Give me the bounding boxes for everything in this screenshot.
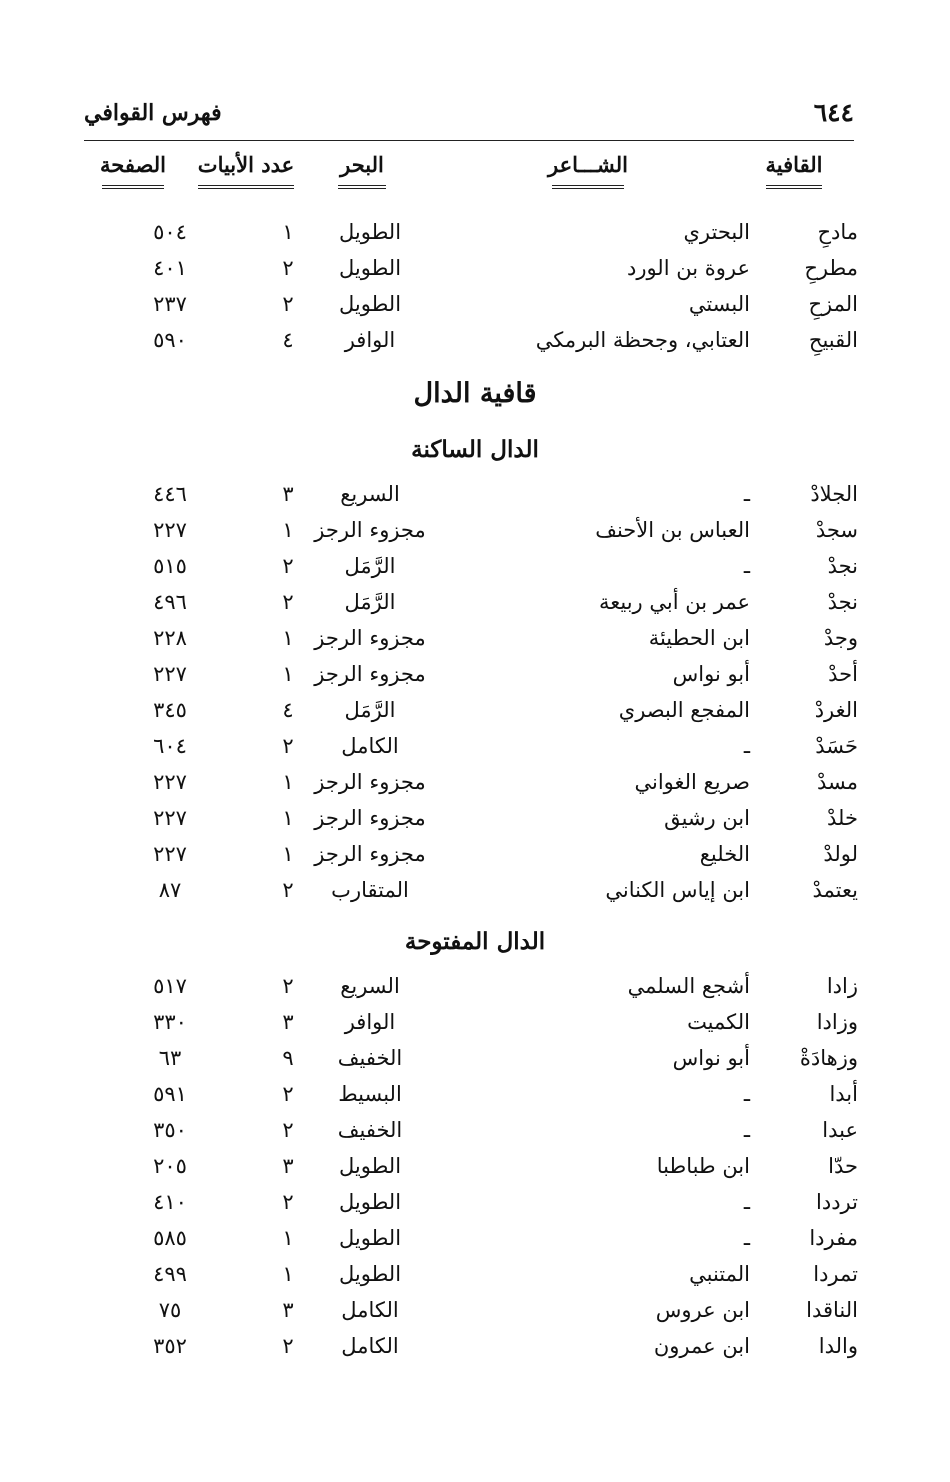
page-ref-cell: ٣٣٠ <box>153 1010 187 1034</box>
meter-cell: المتقارب <box>331 878 409 902</box>
verse-count-cell: ١ <box>282 220 294 244</box>
rhyme-cell: مطرحِ <box>804 256 858 280</box>
page-ref-cell: ٥٨٥ <box>153 1226 187 1250</box>
page-ref-cell: ٧٥ <box>158 1298 182 1322</box>
meter-cell: الرَّمَل <box>344 590 396 614</box>
rhyme-cell: زادا <box>826 974 858 998</box>
page-ref-cell: ٢٢٧ <box>153 662 187 686</box>
running-title: فهرس القوافي <box>84 100 222 126</box>
column-header-meter-underline <box>338 185 386 189</box>
verse-count-cell: ٤ <box>282 698 294 722</box>
meter-cell: السريع <box>340 974 400 998</box>
page-ref-cell: ٣٤٥ <box>153 698 187 722</box>
meter-cell: الخفيف <box>337 1118 403 1142</box>
table-row <box>0 1184 950 1220</box>
poet-cell: أشجع السلمي <box>627 974 750 998</box>
column-header-poet-label: الشـــاعر <box>548 152 628 177</box>
meter-cell: مجزوء الرجز <box>314 662 426 686</box>
verse-count-cell: ٢ <box>282 590 294 614</box>
verse-count-cell: ٤ <box>282 328 294 352</box>
rhyme-cell: خلدْ <box>827 806 858 830</box>
poet-cell: البحتري <box>683 220 750 244</box>
table-row <box>0 1112 950 1148</box>
verse-count-cell: ٢ <box>282 256 294 280</box>
meter-cell: مجزوء الرجز <box>314 626 426 650</box>
rhyme-cell: المزحِ <box>808 292 858 316</box>
column-header-poet <box>548 152 628 189</box>
meter-cell: مجزوء الرجز <box>314 806 426 830</box>
page-ref-cell: ٢٢٧ <box>153 806 187 830</box>
running-header <box>84 96 854 141</box>
meter-cell: السريع <box>340 482 400 506</box>
table-row <box>0 1292 950 1328</box>
rhyme-cell: مفردا <box>809 1226 858 1250</box>
poet-cell: ـ <box>743 1190 750 1214</box>
table-row <box>0 548 950 584</box>
table-row <box>0 250 950 286</box>
poet-cell: الخليع <box>699 842 750 866</box>
column-header-verses-label: عدد الأبيات <box>197 152 295 177</box>
meter-cell: الرَّمَل <box>344 698 396 722</box>
table-row <box>0 286 950 322</box>
verse-count-cell: ٢ <box>282 292 294 316</box>
verse-count-cell: ٢ <box>282 1082 294 1106</box>
verse-count-cell: ٢ <box>282 1118 294 1142</box>
section-title: الدال الساكنة <box>411 436 539 463</box>
rhyme-cell: لولدْ <box>823 842 858 866</box>
poet-cell: العباس بن الأحنف <box>595 518 750 542</box>
rhyme-cell: أحدْ <box>828 662 858 686</box>
chapter-title: قافية الدال <box>413 378 537 409</box>
poet-cell: ـ <box>743 482 750 506</box>
page-ref-cell: ٢٢٨ <box>153 626 187 650</box>
page-ref-cell: ٥١٥ <box>153 554 187 578</box>
rhyme-cell: الغردْ <box>814 698 858 722</box>
poet-cell: ابن إياس الكناني <box>605 878 750 902</box>
page-ref-cell: ٣٥٢ <box>153 1334 187 1358</box>
poet-cell: ـ <box>743 1082 750 1106</box>
rhyme-cell: تمردا <box>813 1262 858 1286</box>
rhyme-cell: الناقدا <box>806 1298 858 1322</box>
rhyme-cell: ترددا <box>816 1190 858 1214</box>
rhyme-cell: يعتمدْ <box>812 878 858 902</box>
meter-cell: مجزوء الرجز <box>314 842 426 866</box>
page-ref-cell: ٤٩٦ <box>153 590 187 614</box>
meter-cell: الكامل <box>341 734 399 758</box>
table-row <box>0 476 950 512</box>
meter-cell: الوافر <box>344 1010 396 1034</box>
poet-cell: المتنبي <box>689 1262 750 1286</box>
verse-count-cell: ٣ <box>282 482 294 506</box>
poet-cell: أبو نواس <box>672 1046 750 1070</box>
verse-count-cell: ٢ <box>282 974 294 998</box>
meter-cell: الطويل <box>338 1262 402 1286</box>
meter-cell: الرَّمَل <box>344 554 396 578</box>
table-row <box>0 620 950 656</box>
poet-cell: ابن الحطيئة <box>648 626 750 650</box>
rhyme-cell: حَسَدْ <box>815 734 858 758</box>
page-ref-cell: ٥٠٤ <box>153 220 187 244</box>
page-ref-cell: ٦٣ <box>158 1046 182 1070</box>
meter-cell: الخفيف <box>337 1046 403 1070</box>
column-header-poet-underline <box>552 185 624 189</box>
verse-count-cell: ٢ <box>282 554 294 578</box>
poet-cell: البستي <box>688 292 750 316</box>
column-header-verses <box>196 152 296 189</box>
poet-cell: عروة بن الورد <box>626 256 750 280</box>
poet-cell: ـ <box>743 734 750 758</box>
table-row <box>0 1256 950 1292</box>
verse-count-cell: ١ <box>282 626 294 650</box>
page-ref-cell: ٢٢٧ <box>153 518 187 542</box>
page-ref-cell: ٣٥٠ <box>153 1118 187 1142</box>
meter-cell: الطويل <box>338 256 402 280</box>
meter-cell: الطويل <box>338 220 402 244</box>
meter-cell: الطويل <box>338 292 402 316</box>
meter-cell: الطويل <box>338 1226 402 1250</box>
verse-count-cell: ٣ <box>282 1154 294 1178</box>
rhyme-cell: والدا <box>818 1334 858 1358</box>
poet-cell: ـ <box>743 1226 750 1250</box>
page-ref-cell: ٤٠١ <box>153 256 187 280</box>
rhyme-cell: عبدا <box>822 1118 858 1142</box>
column-header-page-underline <box>102 185 164 189</box>
rhyme-cell: الجلادْ <box>810 482 858 506</box>
table-row <box>0 656 950 692</box>
meter-cell: الطويل <box>338 1154 402 1178</box>
rhyme-cell: وجدْ <box>823 626 858 650</box>
page-ref-cell: ٢٢٧ <box>153 770 187 794</box>
meter-cell: الكامل <box>341 1298 399 1322</box>
verse-count-cell: ٢ <box>282 734 294 758</box>
verse-count-cell: ٢ <box>282 1190 294 1214</box>
meter-cell: البسيط <box>338 1082 402 1106</box>
meter-cell: الوافر <box>344 328 396 352</box>
page-ref-cell: ٥٩٠ <box>153 328 187 352</box>
meter-cell: مجزوء الرجز <box>314 770 426 794</box>
rhyme-cell: سجدْ <box>815 518 858 542</box>
rhyme-cell: حدّا <box>828 1154 858 1178</box>
poet-cell: عمر بن أبي ربيعة <box>598 590 750 614</box>
verse-count-cell: ٣ <box>282 1298 294 1322</box>
verse-count-cell: ١ <box>282 1262 294 1286</box>
verse-count-cell: ١ <box>282 770 294 794</box>
column-header-verses-underline <box>198 185 294 189</box>
column-header-meter-label: البحر <box>340 152 384 177</box>
rhyme-cell: نجدْ <box>827 554 858 578</box>
meter-cell: الطويل <box>338 1190 402 1214</box>
table-row <box>0 800 950 836</box>
poet-cell: ابن عمرون <box>653 1334 750 1358</box>
rhyme-cell: نجدْ <box>827 590 858 614</box>
poet-cell: الكميت <box>687 1010 750 1034</box>
table-row <box>0 872 950 908</box>
table-row <box>0 728 950 764</box>
table-row <box>0 1148 950 1184</box>
poet-cell: صريع الغواني <box>634 770 750 794</box>
table-row <box>0 692 950 728</box>
column-header-rhyme-underline <box>766 185 822 189</box>
poet-cell: ابن رشيق <box>664 806 750 830</box>
table-row <box>0 1040 950 1076</box>
page-ref-cell: ٨٧ <box>158 878 182 902</box>
poet-cell: المفجع البصري <box>618 698 750 722</box>
rhyme-cell: مادحِ <box>817 220 858 244</box>
table-row <box>0 214 950 250</box>
page-ref-cell: ٢٣٧ <box>153 292 187 316</box>
page-ref-cell: ٦٠٤ <box>153 734 187 758</box>
poet-cell: ـ <box>743 1118 750 1142</box>
verse-count-cell: ٢ <box>282 1334 294 1358</box>
rhyme-cell: أبدا <box>829 1082 858 1106</box>
column-header-meter <box>336 152 388 189</box>
column-header-page-label: الصفحة <box>100 152 166 177</box>
table-row <box>0 968 950 1004</box>
table-row <box>0 1220 950 1256</box>
meter-cell: الكامل <box>341 1334 399 1358</box>
verse-count-cell: ٢ <box>282 878 294 902</box>
poet-cell: ـ <box>743 554 750 578</box>
page-ref-cell: ٤٤٦ <box>153 482 187 506</box>
rhyme-cell: القبيحِ <box>808 328 858 352</box>
table-row <box>0 322 950 358</box>
table-row <box>0 1076 950 1112</box>
verse-count-cell: ١ <box>282 806 294 830</box>
table-row <box>0 1004 950 1040</box>
column-header-rhyme-label: القافية <box>765 152 823 177</box>
table-row <box>0 512 950 548</box>
verse-count-cell: ١ <box>282 662 294 686</box>
verse-count-cell: ٩ <box>282 1046 294 1070</box>
column-header-rhyme <box>764 152 824 189</box>
table-row <box>0 836 950 872</box>
page-ref-cell: ٤١٠ <box>153 1190 187 1214</box>
verse-count-cell: ٣ <box>282 1010 294 1034</box>
page-number: ٦٤٤ <box>813 98 854 127</box>
poet-cell: ابن عروس <box>655 1298 750 1322</box>
poet-cell: أبو نواس <box>672 662 750 686</box>
section-title: الدال المفتوحة <box>404 928 546 955</box>
rhyme-cell: مسدْ <box>816 770 858 794</box>
table-row <box>0 584 950 620</box>
column-header-page <box>100 152 166 189</box>
rhyme-cell: وزهادَةْ <box>799 1046 858 1070</box>
poet-cell: العتابي، وجحظة البرمكي <box>535 328 750 352</box>
verse-count-cell: ١ <box>282 1226 294 1250</box>
page-ref-cell: ٢٠٥ <box>153 1154 187 1178</box>
page-ref-cell: ٥٩١ <box>153 1082 187 1106</box>
page-ref-cell: ٤٩٩ <box>153 1262 187 1286</box>
meter-cell: مجزوء الرجز <box>314 518 426 542</box>
table-row <box>0 764 950 800</box>
poet-cell: ابن طباطبا <box>656 1154 750 1178</box>
verse-count-cell: ١ <box>282 842 294 866</box>
rhyme-cell: وزادا <box>816 1010 858 1034</box>
table-row <box>0 1328 950 1364</box>
page-ref-cell: ٥١٧ <box>153 974 187 998</box>
verse-count-cell: ١ <box>282 518 294 542</box>
page-ref-cell: ٢٢٧ <box>153 842 187 866</box>
